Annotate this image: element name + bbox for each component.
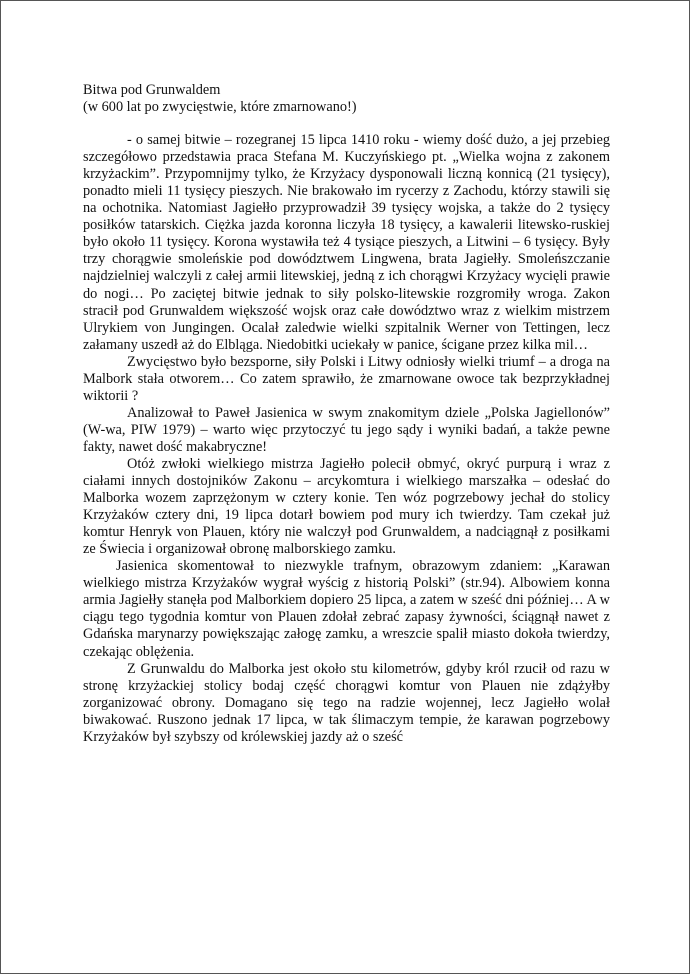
paragraph-5: Jasienica skomentował to niezwykle trafnym, obrazowym zdaniem: „Karawan wielkiego mistrza Krzyżaków wygrał wyścig z historią Polski” (str.94). Albowiem konna armia Jagiełły stanęła pod Malborkiem dopiero 25 lipca, a zatem w sześć dni później… A w ciągu tego tygodnia komtur von Plauen zdołał zebrać zapasy żywności, ściągnął nawet z Gdańska marynarzy powiększając załogę zamku, a wreszcie spalił miasto dokoła twierdzy, czekając oblężenia.: [83, 558, 610, 660]
paragraph-2: Zwycięstwo było bezsporne, siły Polski i Litwy odniosły wielki triumf – a droga na Malbork stała otworem… Co zatem sprawiło, że zmarnowane owoce tak bezprzykładnej wiktorii ?: [83, 353, 610, 404]
spacer: [83, 116, 610, 132]
paragraph-1: - o samej bitwie – rozegranej 15 lipca 1410 roku - wiemy dość dużo, a jej przebieg szczegółowo przedstawia praca Stefana M. Kuczyńskiego pt. „Wielka wojna z zakonem krzyżackim”. Przypomnijmy tylko, że Krzyżacy dysponowali liczną konnicą (21 tysięcy), ponadto mieli 11 tysięcy pieszych. Nie brakowało im rycerzy z Zachodu, którzy stawili się na ochotnika. Natomiast Jagiełło przyprowadził 39 tysięcy wojska, a także do 2 tysięcy posiłków tatarskich. Ciężka jazda koronna liczyła 18 tysięcy, a kawalerii litewsko-ruskiej było około 11 tysięcy. Korona wystawiła też 4 tysiące pieszych, a Litwini – 6 tysięcy. Były trzy chorągwie smoleńskie pod dowództwem Lingwena, brata Jagiełły. Smoleńszczanie najdzielniej walczyli z całej armii litewskiej, jedną z ich chorągwi Krzyżacy wycięli prawie do nogi… Po zaciętej bitwie jednak to siły polsko-litewskie rozgromiły wroga. Zakon stracił pod Grunwaldem większość wojsk oraz całe dowództwo wraz z wielkim mistrzem Ulrykiem von Jungingen. Ocalał zaledwie wielki szpitalnik Werner von Tettingen, lecz załamany uszedł aż do Elbląga. Niedobitki uciekały w panice, ścigane przez kilka mil…: [83, 132, 610, 353]
document-body: [83, 82, 610, 746]
document-title: Bitwa pod Grunwaldem: [83, 82, 221, 98]
document-subtitle: (w 600 lat po zwycięstwie, które zmarnowano!): [83, 99, 357, 116]
paragraph-3: Analizował to Paweł Jasienica w swym znakomitym dziele „Polska Jagiellonów” (W-wa, PIW 1979) – warto więc przytoczyć tu jego sądy i wyniki badań, a także pewne fakty, nawet dość makabryczne!: [83, 404, 610, 455]
paragraph-6: Z Grunwaldu do Malborka jest około stu kilometrów, gdyby król rzucił od razu w stronę krzyżackiej stolicy bodaj część chorągwi komtur von Plauen nie zdążyłby zorganizować obrony. Domagano się tego na radzie wojennej, lecz Jagiełło wolał biwakować. Ruszono jednak 17 lipca, w tak ślimaczym tempie, że karawan pogrzebowy Krzyżaków był szybszy od królewskiej jazdy aż o sześć: [83, 660, 610, 745]
paragraph-4: Otóż zwłoki wielkiego mistrza Jagiełło polecił obmyć, okryć purpurą i wraz z ciałami innych dostojników Zakonu – arcykomtura i wielkiego marszałka – odesłać do Malborka wozem zaprzężonym w cztery konie. Ten wóz pogrzebowy jechał do stolicy Krzyżaków cztery dni, 19 lipca dotarł bowiem pod mury ich twierdzy. Tam czekał już komtur Henryk von Plauen, który nie walczył pod Grunwaldem, a nadciągnął z posiłkami ze Świecia i organizował obronę malborskiego zamku.: [83, 455, 610, 558]
